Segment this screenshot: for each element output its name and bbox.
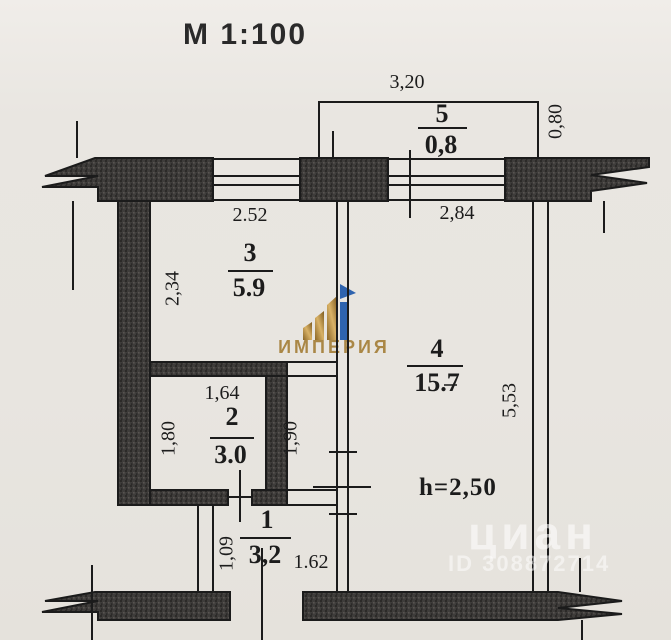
dim-room1-width: 1.62 <box>293 551 329 573</box>
room1-wall-left <box>198 505 213 592</box>
exterior-wall-bottom-left <box>42 592 230 620</box>
room2-area: 3.0 <box>214 440 247 469</box>
room3-area: 5.9 <box>232 273 266 302</box>
exterior-wall-top-right <box>505 158 649 201</box>
room2-wall-top <box>150 362 287 376</box>
dim-room4-width: 2,84 <box>439 202 475 224</box>
imperia-watermark-text: ИМПЕРИЯ <box>278 337 390 357</box>
exterior-wall-top-left <box>42 158 213 201</box>
dim-balcony-depth: 0,80 <box>544 104 567 139</box>
ceiling-height-note: h=2,50 <box>419 474 497 501</box>
exterior-wall-bottom-right <box>303 592 622 620</box>
room2-number: 2 <box>225 402 239 431</box>
room5-number: 5 <box>435 99 449 128</box>
dim-niche-depth: 1,90 <box>279 421 302 456</box>
dim-room1-depth: 1,09 <box>215 536 238 571</box>
exterior-wall-left <box>118 201 150 505</box>
dim-room2-width: 1,64 <box>204 382 240 404</box>
room2-wall-bottom-left <box>150 490 228 505</box>
dim-room3-depth: 2,34 <box>161 271 184 306</box>
room1-number: 1 <box>260 505 274 534</box>
dim-room4-depth: 5,53 <box>498 383 521 418</box>
dim-balcony-width: 3,20 <box>389 71 425 93</box>
window-room3 <box>213 159 300 200</box>
dim-room2-depth: 1,80 <box>157 421 180 456</box>
cian-watermark-brand: циан <box>468 507 598 559</box>
room3-number: 3 <box>243 238 257 267</box>
window-room4 <box>388 159 505 200</box>
cian-watermark-id: ID 308872714 <box>448 551 611 576</box>
room4-number: 4 <box>430 334 444 363</box>
room1-area: 3,2 <box>248 540 282 569</box>
room4-area: 15.7 <box>414 368 460 397</box>
dim-room3-width: 2.52 <box>232 204 268 226</box>
room5-area: 0,8 <box>424 130 458 159</box>
scale-title: М 1:100 <box>183 18 308 51</box>
wall-pier-between-windows <box>300 158 388 201</box>
room2-wall-bottom-right <box>252 490 287 505</box>
